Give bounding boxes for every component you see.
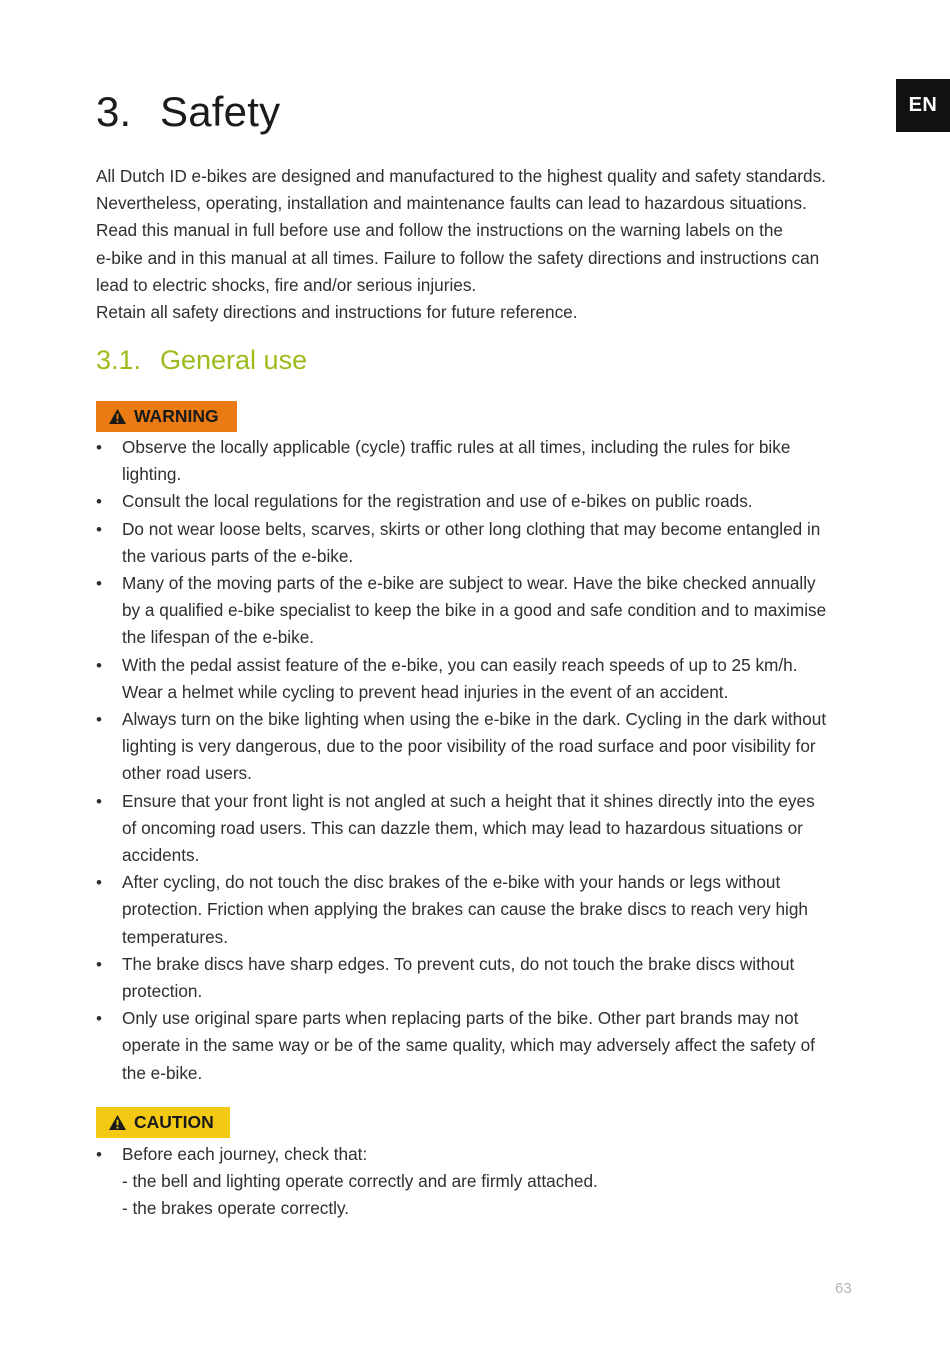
intro-line: Nevertheless, operating, installation and maintenance faults can lead to hazardous situations. <box>96 193 807 214</box>
subsection-heading <box>96 345 307 376</box>
bullet-marker: • <box>96 1145 102 1164</box>
list-item <box>96 706 866 788</box>
list-item <box>96 488 866 515</box>
list-item-line: the various parts of the e-bike. <box>122 545 354 566</box>
warning-triangle-icon <box>108 408 127 425</box>
list-item-line: Consult the local regulations for the registration and use of e-bikes on public roads. <box>122 491 753 512</box>
bullet-marker: • <box>96 873 102 893</box>
list-item-line: - the brakes operate correctly. <box>122 1198 350 1219</box>
list-item-line: Do not wear loose belts, scarves, skirts or other long clothing that may become entangled in <box>122 518 821 539</box>
list-item-line: of oncoming road users. This can dazzle them, which may lead to hazardous situations or <box>122 817 803 838</box>
list-item-line: protection. <box>122 981 203 1002</box>
list-item-line: operate in the same way or be of the same quality, which may adversely affect the safety of <box>122 1035 815 1056</box>
language-tab: EN <box>896 79 950 132</box>
list-item-line: Only use original spare parts when replacing parts of the bike. Other part brands may not <box>122 1008 799 1029</box>
bullet-marker: • <box>96 954 102 974</box>
list-item <box>96 516 866 570</box>
list-item-line: The brake discs have sharp edges. To prevent cuts, do not touch the brake discs without <box>122 953 795 974</box>
list-item-line: other road users. <box>122 763 252 784</box>
caution-label: CAUTION <box>134 1112 214 1132</box>
list-item-line: accidents. <box>122 845 200 866</box>
warning-label: WARNING <box>134 406 219 426</box>
bullet-marker: • <box>96 655 102 675</box>
warning-triangle-icon <box>108 1114 127 1131</box>
list-item-line: lighting is very dangerous, due to the poor visibility of the road surface and poor visibility for <box>122 736 816 757</box>
warning-badge <box>96 401 237 432</box>
list-item-line: the lifespan of the e-bike. <box>122 627 315 648</box>
section-heading <box>96 88 280 136</box>
list-item-line: Ensure that your front light is not angled at such a height that it shines directly into the eyes <box>122 790 815 811</box>
list-item <box>96 951 866 1005</box>
intro-line: lead to electric shocks, fire and/or serious injuries. <box>96 274 477 295</box>
list-item-line: temperatures. <box>122 926 229 947</box>
list-item-line: - the bell and lighting operate correctly and are firmly attached. <box>122 1171 598 1192</box>
intro-line: Retain all safety directions and instructions for future reference. <box>96 302 578 323</box>
section-title: Safety <box>160 88 281 135</box>
bullet-marker: • <box>96 791 102 811</box>
caution-list <box>96 1141 866 1223</box>
warning-list <box>96 434 866 1087</box>
intro-line: Read this manual in full before use and follow the instructions on the warning labels on the <box>96 220 783 241</box>
intro-line: e-bike and in this manual at all times. Failure to follow the safety directions and instructions can <box>96 247 820 268</box>
list-item-line: Many of the moving parts of the e-bike are subject to wear. Have the bike checked annually <box>122 573 816 594</box>
list-item-line: Before each journey, check that: <box>122 1144 368 1164</box>
list-item-line: Observe the locally applicable (cycle) traffic rules at all times, including the rules for bike <box>122 437 791 457</box>
bullet-marker: • <box>96 710 102 730</box>
list-item <box>96 434 866 488</box>
intro-paragraph <box>96 163 876 326</box>
intro-line: All Dutch ID e-bikes are designed and manufactured to the highest quality and safety standards. <box>96 166 826 186</box>
subsection-number: 3.1. <box>96 345 142 375</box>
list-item-line: Wear a helmet while cycling to prevent head injuries in the event of an accident. <box>122 681 729 702</box>
list-item-line: lighting. <box>122 464 182 485</box>
list-item <box>96 1005 866 1087</box>
bullet-marker: • <box>96 519 102 539</box>
list-item <box>96 652 866 706</box>
section-number: 3. <box>96 88 132 135</box>
list-item-line: by a qualified e-bike specialist to keep the bike in a good and safe condition and to maximise <box>122 600 827 621</box>
list-item <box>96 788 866 870</box>
bullet-marker: • <box>96 574 102 594</box>
bullet-marker: • <box>96 438 102 457</box>
list-item-line: With the pedal assist feature of the e-bike, you can easily reach speeds of up to 25 km/h. <box>122 654 798 675</box>
page-number: 63 <box>835 1280 852 1297</box>
list-item <box>96 1141 866 1223</box>
caution-badge <box>96 1107 230 1138</box>
list-item-line: protection. Friction when applying the brakes can cause the brake discs to reach very high <box>122 899 808 920</box>
list-item <box>96 570 866 652</box>
subsection-title: General use <box>160 345 308 375</box>
list-item <box>96 869 866 951</box>
list-item-line: Always turn on the bike lighting when using the e-bike in the dark. Cycling in the dark without <box>122 709 827 730</box>
bullet-marker: • <box>96 1009 102 1029</box>
bullet-marker: • <box>96 492 102 512</box>
list-item-line: After cycling, do not touch the disc brakes of the e-bike with your hands or legs without <box>122 872 781 893</box>
list-item-line: the e-bike. <box>122 1062 203 1083</box>
